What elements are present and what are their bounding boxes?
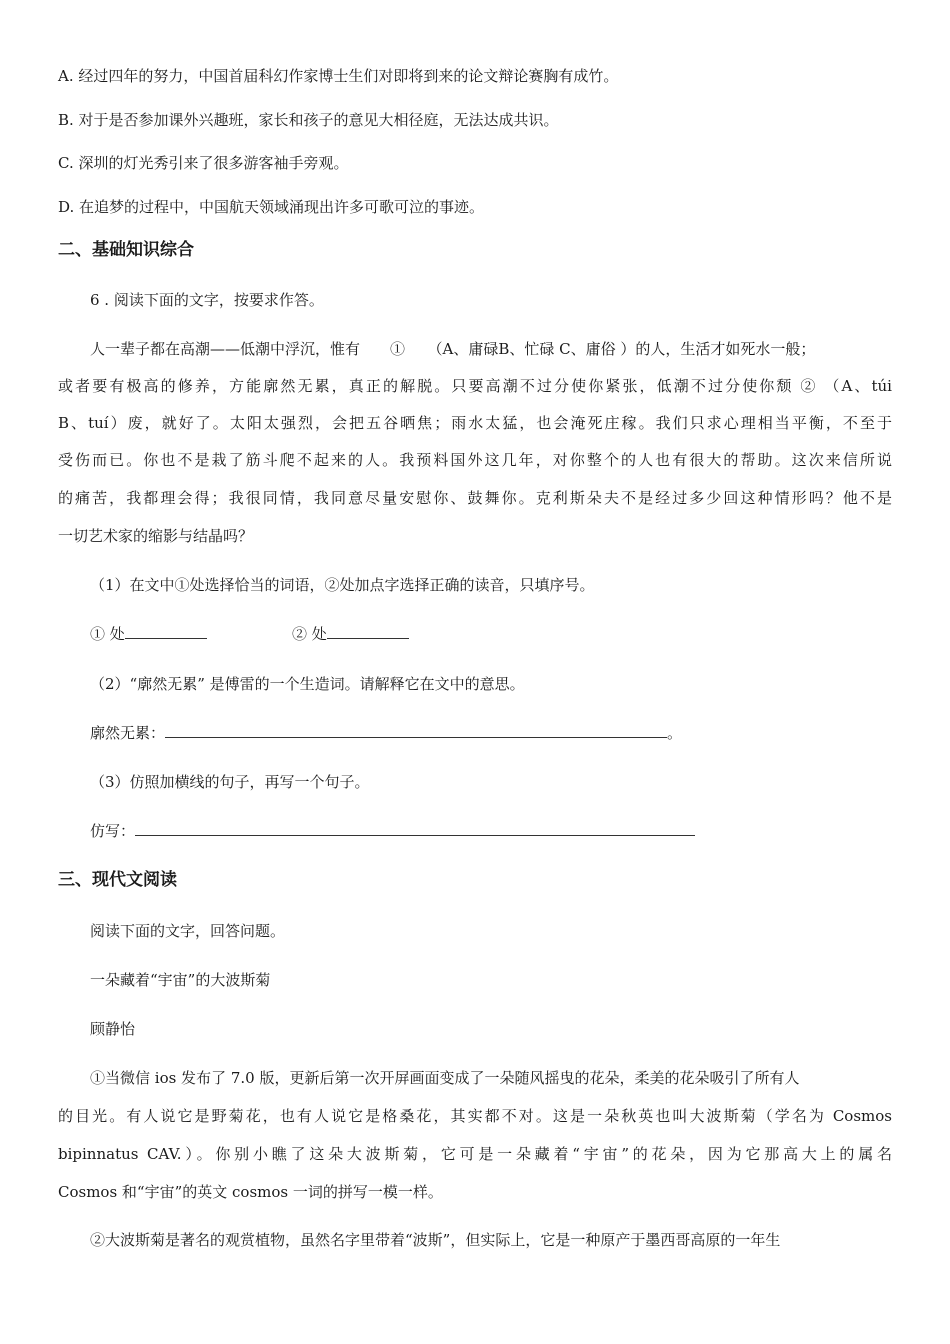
sub-question-3: （3）仿照加横线的句子，再写一个句子。 — [90, 773, 370, 791]
answer-blank-4[interactable] — [135, 821, 695, 836]
sub-question-1: （1）在文中①处选择恰当的词语，②处加点字选择正确的读音，只填序号。 — [90, 576, 595, 594]
paragraph-1-line: bipinnatus CAV.）。你别小瞧了这朵大波斯菊，它可是一朵藏着“宇宙”的花朵，因为它那高大上的属名 — [58, 1145, 892, 1163]
article-author: 顾静怡 — [90, 1020, 136, 1038]
answer-row-4 — [90, 821, 695, 841]
section-heading-3: 三、现代文阅读 — [58, 870, 177, 890]
answer-row-3 — [90, 723, 682, 743]
section-heading-2: 二、基础知识综合 — [58, 240, 194, 260]
sub2-label: 廓然无累： — [90, 724, 166, 742]
paragraph-1-line: ①当微信 ios 发布了 7.0 版，更新后第一次开屏画面变成了一朵随风摇曳的花朵，柔美的花朵吸引了所有人 — [90, 1069, 800, 1087]
passage-line: 人一辈子都在高潮——低潮中浮沉，惟有 ① （A、庸碌B、忙碌 C、庸俗 ）的人，生活才如死水一般； — [90, 340, 816, 358]
option-a: A. 经过四年的努力，中国首届科幻作家博士生们对即将到来的论文辩论赛胸有成竹。 — [58, 67, 619, 85]
option-d: D. 在追梦的过程中，中国航天领域涌现出许多可歌可泣的事迹。 — [58, 198, 485, 216]
passage-line: 的痛苦，我都理会得；我很同情，我同意尽量安慰你、鼓舞你。克利斯朵夫不是经过多少回这种情形吗？他不是 — [58, 489, 892, 507]
passage-line: 或者要有极高的修养，方能廓然无累，真正的解脱。只要高潮不过分使你紧张，低潮不过分使你颓 ② （A、túi — [58, 377, 892, 395]
option-b: B. 对于是否参加课外兴趣班，家长和孩子的意见大相径庭，无法达成共识。 — [58, 111, 559, 129]
passage-line: 受伤而已。你也不是栽了筋斗爬不起来的人。我预料国外这几年，对你整个的人也有很大的帮助。这次来信所说 — [58, 451, 892, 469]
answer-blank-3[interactable] — [165, 723, 667, 738]
paragraph-2-line: ②大波斯菊是著名的观赏植物，虽然名字里带着“波斯”，但实际上，它是一种原产于墨西哥高原的一年生 — [90, 1231, 781, 1249]
question-6-intro: 6 . 阅读下面的文字，按要求作答。 — [90, 291, 324, 309]
blank-2-label: ② 处 — [292, 625, 327, 643]
paragraph-1-line: 的目光。有人说它是野菊花，也有人说它是格桑花，其实都不对。这是一朵秋英也叫大波斯菊（学名为 Cosmos — [58, 1107, 892, 1125]
option-c: C. 深圳的灯光秀引来了很多游客袖手旁观。 — [58, 154, 349, 172]
article-title: 一朵藏着“宇宙”的大波斯菊 — [90, 971, 271, 989]
paragraph-1-line: Cosmos 和“宇宙”的英文 cosmos 一词的拼写一模一样。 — [58, 1183, 443, 1201]
sub-question-2: （2）“廓然无累” 是傅雷的一个生造词。请解释它在文中的意思。 — [90, 675, 525, 693]
answer-blank-2[interactable] — [327, 624, 409, 639]
blank-1-label: ① 处 — [90, 625, 125, 643]
sub2-end: 。 — [667, 724, 683, 742]
reading-intro: 阅读下面的文字，回答问题。 — [90, 922, 286, 940]
answer-row-2 — [292, 624, 409, 644]
answer-row-1 — [90, 624, 207, 644]
sub3-label: 仿写： — [90, 822, 136, 840]
passage-line: 一切艺术家的缩影与结晶吗？ — [58, 527, 254, 545]
passage-line: B、tuí）废，就好了。太阳太强烈，会把五谷晒焦；雨水太猛，也会淹死庄稼。我们只求心理相当平衡，不至于 — [58, 414, 892, 432]
answer-blank-1[interactable] — [125, 624, 207, 639]
